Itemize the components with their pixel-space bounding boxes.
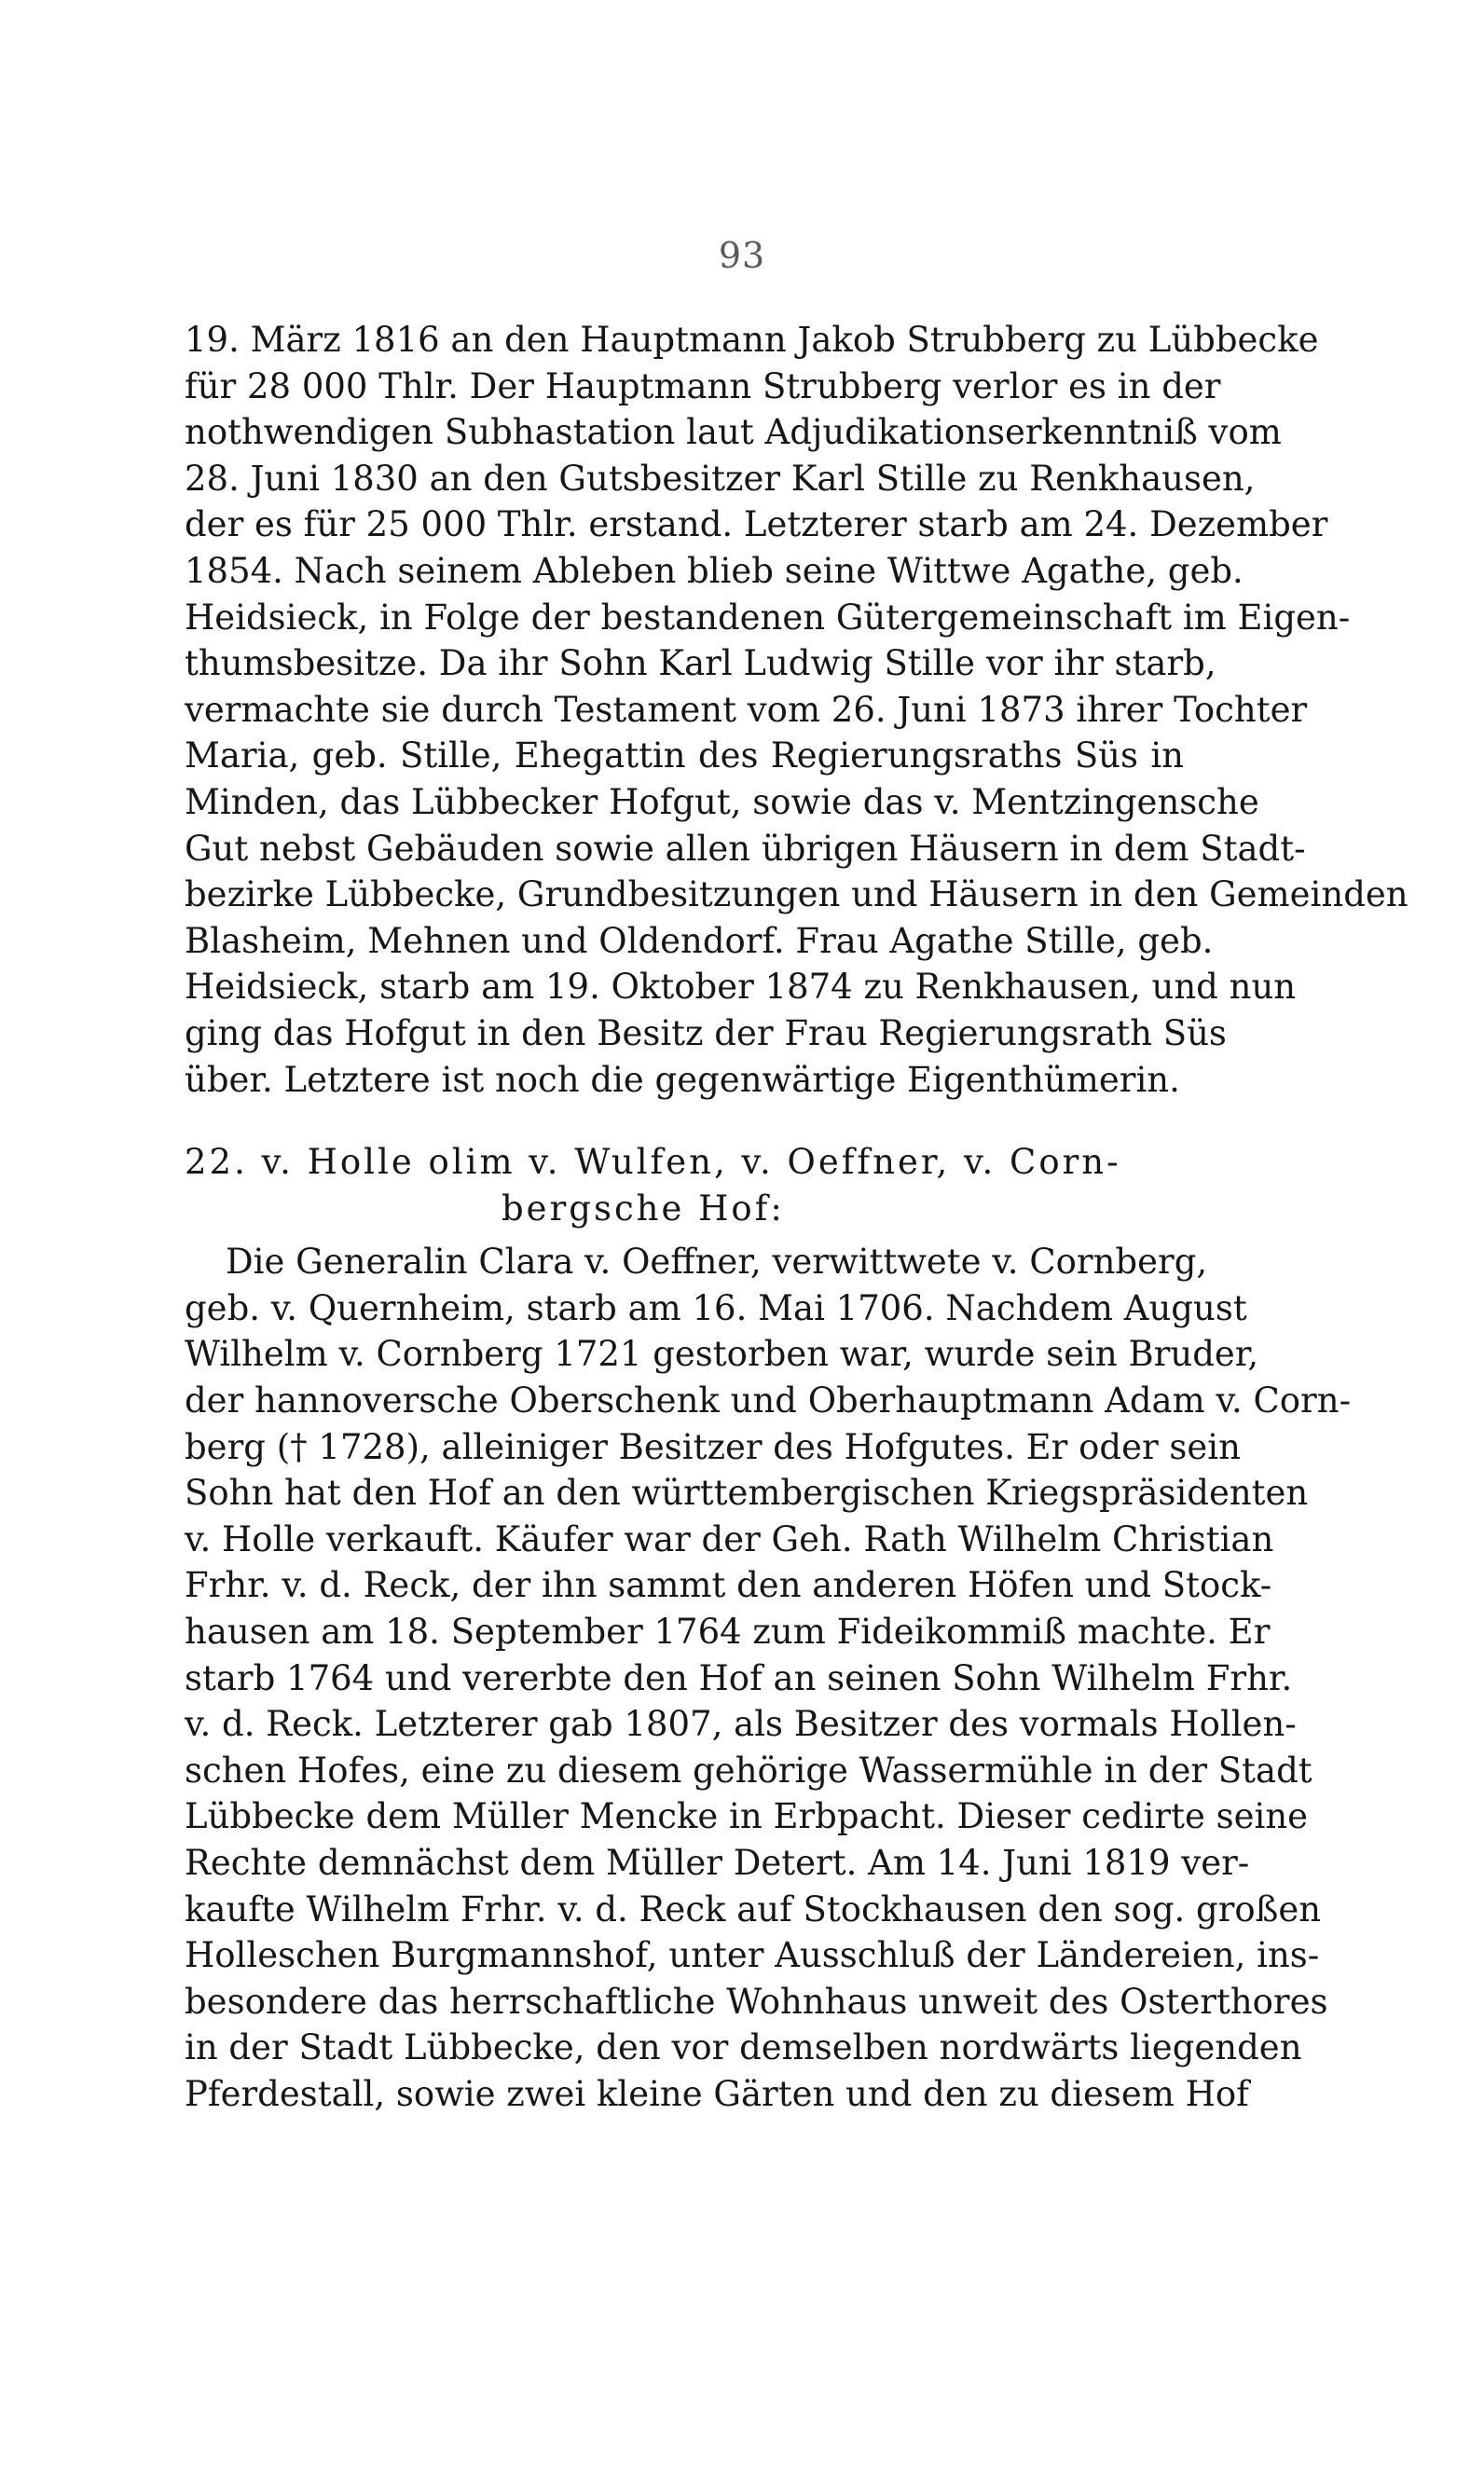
text-line: Pferdestall, sowie zwei kleine Gärten und den zu diesem Hof [185, 2073, 1249, 2114]
text-line: 1854. Nach seinem Ableben blieb seine Wittwe Agathe, geb. [185, 550, 1244, 591]
text-line: in der Stadt Lübbecke, den vor demselben nordwärts liegenden [185, 2027, 1302, 2068]
text-line: geb. v. Quernheim, starb am 16. Mai 1706. Nachdem August [185, 1287, 1247, 1328]
text-line: Wilhelm v. Cornberg 1721 gestorben war, wurde sein Bruder, [185, 1334, 1259, 1375]
text-line: schen Hofes, eine zu diesem gehörige Wassermühle in der Stadt [185, 1750, 1312, 1791]
text-line: Sohn hat den Hof an den württembergischen Kriegspräsidenten [185, 1473, 1309, 1514]
text-line: vermachte sie durch Testament vom 26. Juni 1873 ihrer Tochter [185, 689, 1308, 730]
text-line: v. d. Reck. Letzterer gab 1807, als Besitzer des vormals Hollen- [185, 1704, 1297, 1745]
text-line: bezirke Lübbecke, Grundbesitzungen und Häusern in den Gemeinden [185, 874, 1408, 915]
text-line: hausen am 18. September 1764 zum Fideikommiß machte. Er [185, 1611, 1271, 1652]
text-line: 28. Juni 1830 an den Gutsbesitzer Karl Stille zu Renkhausen, [185, 458, 1256, 499]
text-line: Maria, geb. Stille, Ehegattin des Regierungsraths Süs in [185, 735, 1184, 776]
text-line: Lübbecke dem Müller Mencke in Erbpacht. Dieser cedirte seine [185, 1796, 1309, 1837]
text-line: besondere das herrschaftliche Wohnhaus unweit des Osterthores [185, 1981, 1328, 2022]
text-line: Holleschen Burgmannshof, unter Ausschluß der Ländereien, ins- [185, 1935, 1320, 1976]
text-line: 19. März 1816 an den Hauptmann Jakob Strubberg zu Lübbecke [185, 320, 1319, 360]
text-line: der es für 25 000 Thlr. erstand. Letzterer starb am 24. Dezember [185, 504, 1328, 545]
text-line: Blasheim, Mehnen und Oldendorf. Frau Agathe Stille, geb. [185, 920, 1214, 961]
text-line: Die Generalin Clara v. Oeffner, verwittwete v. Cornberg, [226, 1242, 1208, 1283]
paragraph-continuation [185, 317, 1408, 1103]
text-line: für 28 000 Thlr. Der Hauptmann Strubberg verlor es in der [185, 365, 1221, 406]
text-line: thumsbesitze. Da ihr Sohn Karl Ludwig Stille vor ihr starb, [185, 643, 1216, 684]
text-line: Heidsieck, starb am 19. Oktober 1874 zu Renkhausen, und nun [185, 967, 1297, 1008]
text-line: starb 1764 und vererbte den Hof an seinen Sohn Wilhelm Frhr. [185, 1657, 1293, 1698]
text-line: ging das Hofgut in den Besitz der Frau Regierungsrath Süs [185, 1012, 1227, 1053]
section-heading-line: bergsche Hof: [502, 1188, 785, 1229]
text-line: der hannoversche Oberschenk und Oberhauptmann Adam v. Corn- [185, 1380, 1352, 1421]
text-line: berg († 1728), alleiniger Besitzer des Hofgutes. Er oder sein [185, 1426, 1241, 1467]
text-line: Minden, das Lübbecker Hofgut, sowie das v. Mentzingensche [185, 781, 1259, 822]
text-line: über. Letztere ist noch die gegenwärtige Eigenthümerin. [185, 1059, 1180, 1100]
section-22 [185, 1139, 1352, 2117]
section-heading-line: 22. v. Holle olim v. Wulfen, v. Oeffner, v. Corn- [185, 1142, 1121, 1182]
text-line: Rechte demnächst dem Müller Detert. Am 14. Juni 1819 ver- [185, 1842, 1250, 1883]
section-heading [185, 1139, 1184, 1231]
text-line: nothwendigen Subhastation laut Adjudikationserkenntniß vom [185, 412, 1282, 453]
text-line: kaufte Wilhelm Frhr. v. d. Reck auf Stockhausen den sog. großen [185, 1888, 1322, 1930]
text-line: v. Holle verkauft. Käufer war der Geh. Rath Wilhelm Christian [185, 1518, 1274, 1559]
text-line: Gut nebst Gebäuden sowie allen übrigen Häusern in dem Stadt- [185, 828, 1306, 869]
page-number: 93 [718, 235, 766, 276]
text-line: Frhr. v. d. Reck, der ihn sammt den anderen Höfen und Stock- [185, 1565, 1272, 1606]
text-line: Heidsieck, in Folge der bestandenen Gütergemeinschaft im Eigen- [185, 597, 1351, 638]
